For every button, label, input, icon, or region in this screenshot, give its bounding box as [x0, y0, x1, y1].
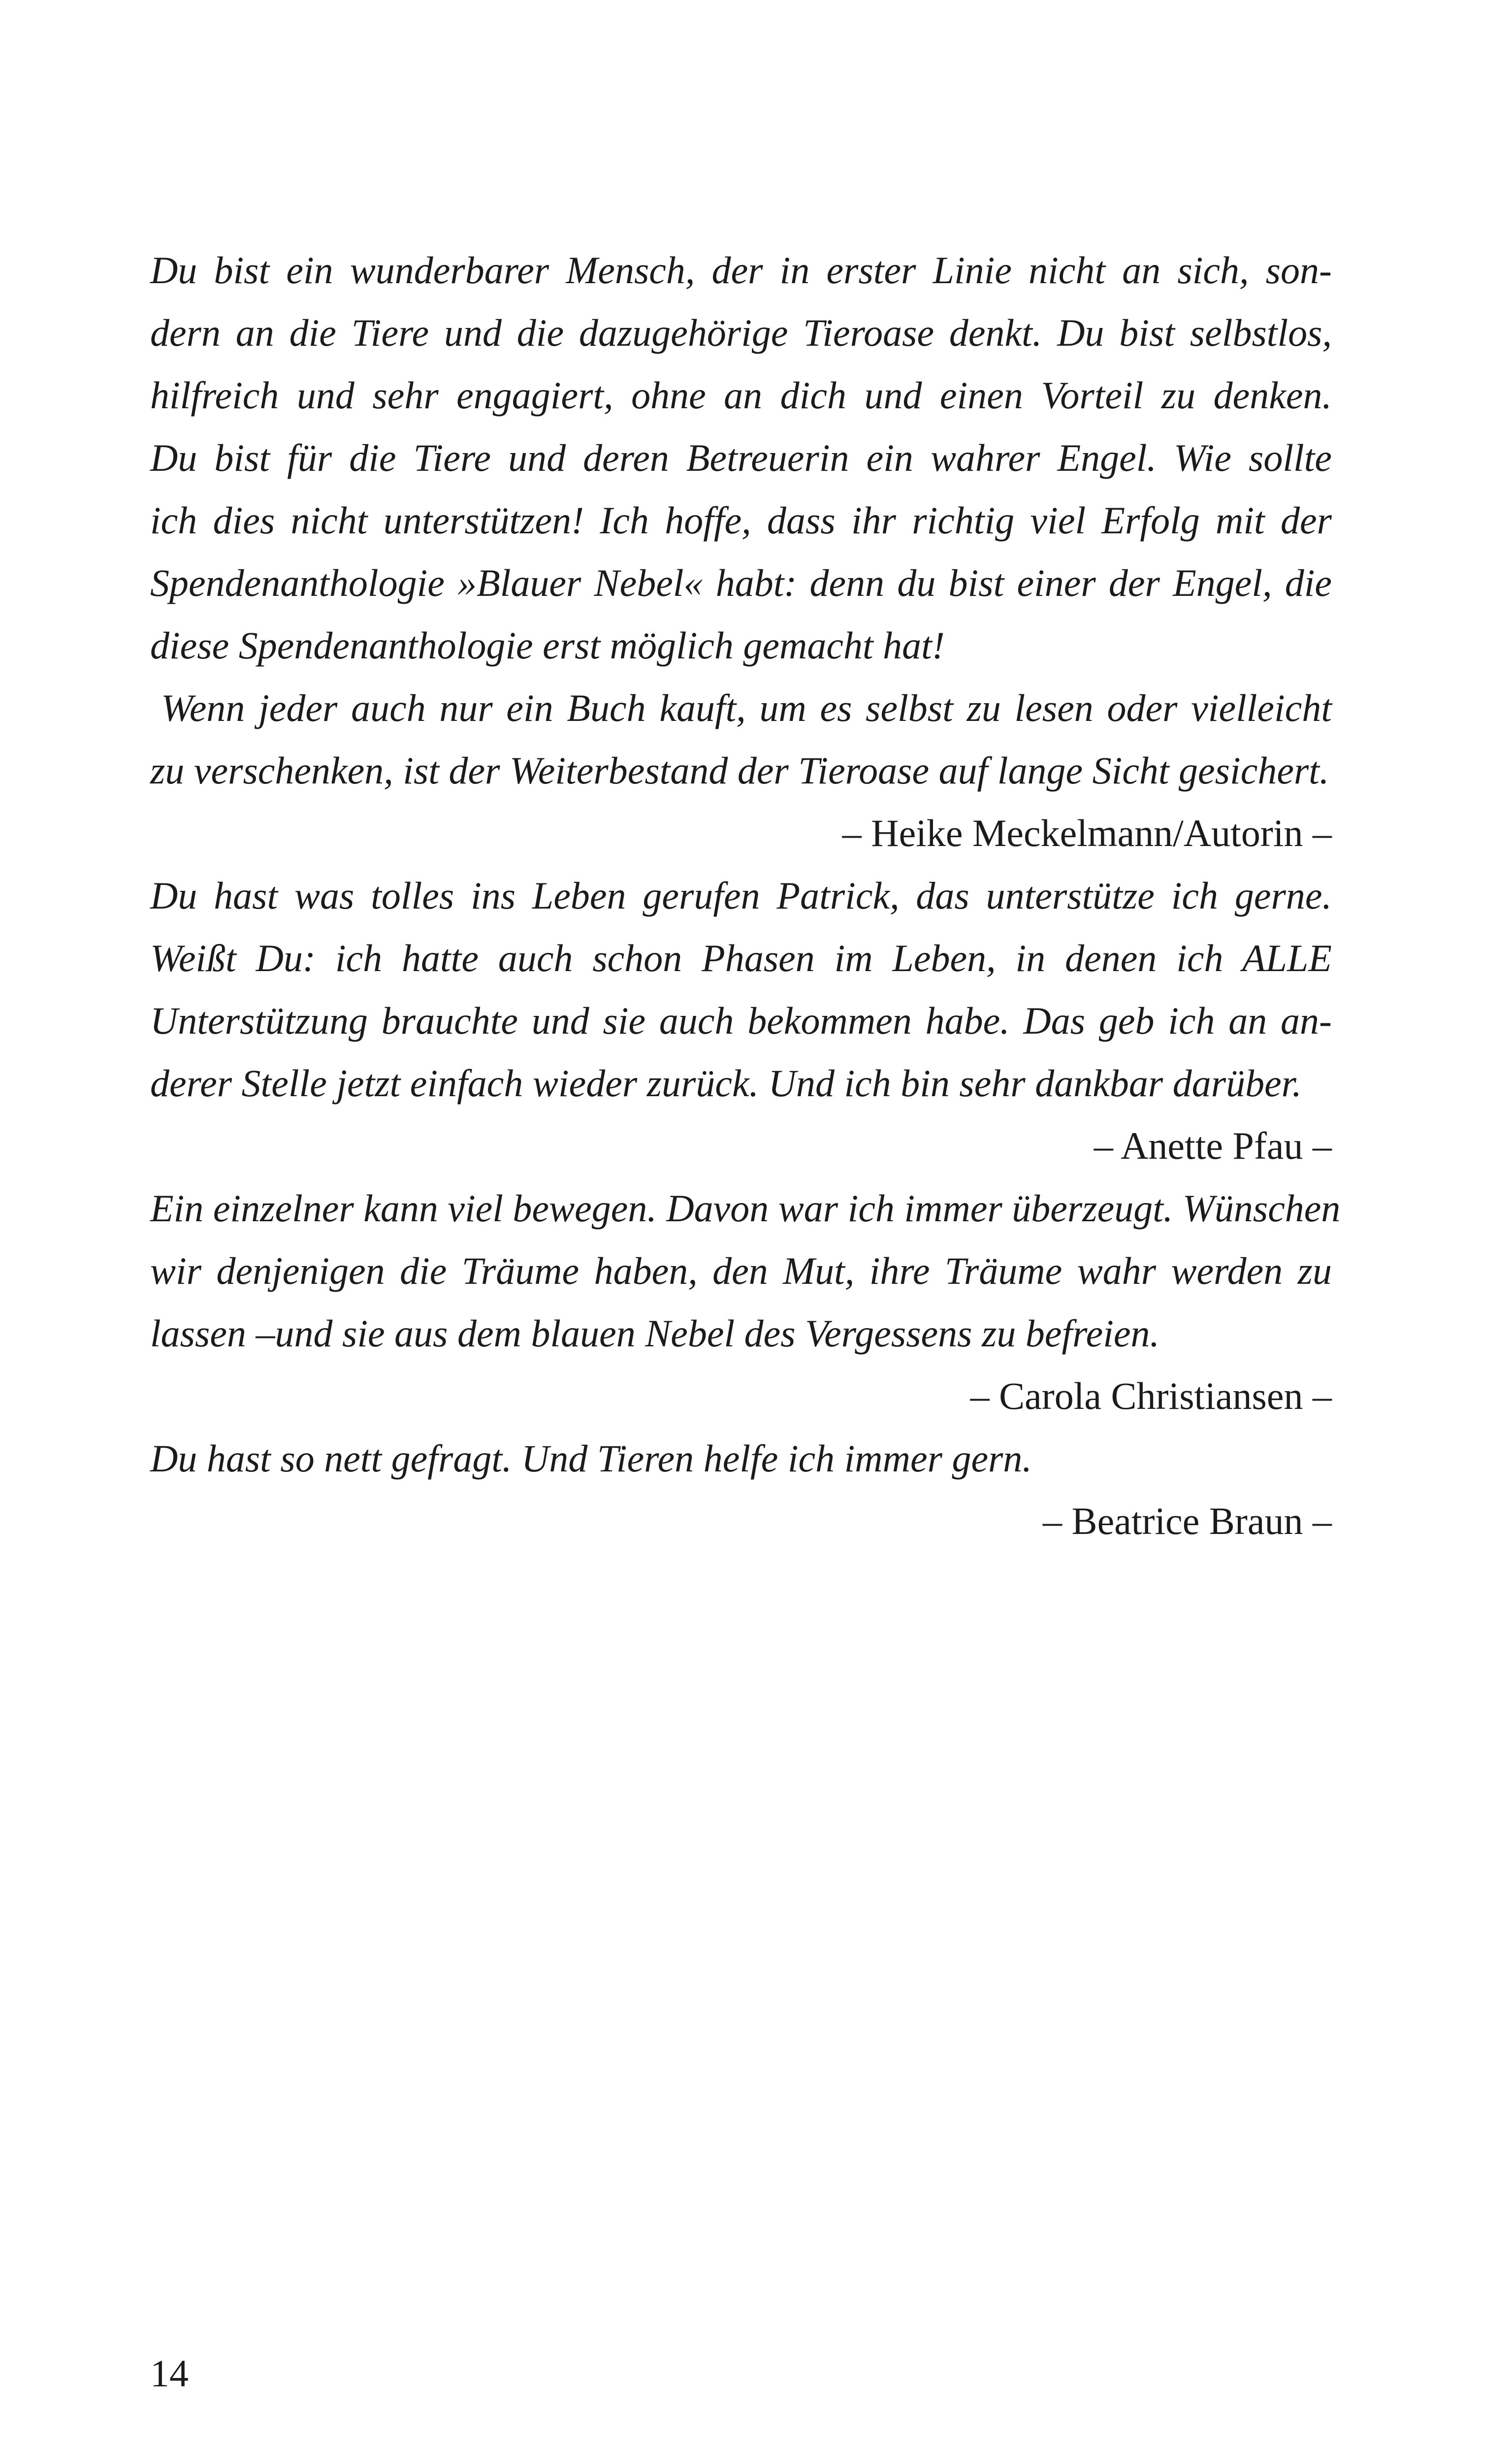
- text-line: Du bist ein wunderbarer Mensch, der in erster Linie nicht an sich, son-: [150, 249, 1332, 292]
- author-signature: – Heike Meckelmann/Autorin –: [842, 812, 1332, 854]
- text-line: wir denjenigen die Träume haben, den Mut, ihre Träume wahr werden zu: [150, 1249, 1332, 1292]
- text-line: diese Spendenanthologie erst möglich gemacht hat!: [150, 624, 945, 667]
- text-line: Du hast was tolles ins Leben gerufen Patrick, das unterstütze ich gerne.: [150, 874, 1332, 917]
- page-number: 14: [150, 2352, 189, 2395]
- text-line: ich dies nicht unterstützen! Ich hoffe, dass ihr richtig viel Erfolg mit der: [150, 499, 1332, 542]
- text-line: lassen –und sie aus dem blauen Nebel des Vergessens zu befreien.: [150, 1312, 1160, 1355]
- text-line: hilfreich und sehr engagiert, ohne an dich und einen Vorteil zu denken.: [150, 374, 1332, 417]
- text-line: Ein einzelner kann viel bewegen. Davon war ich immer überzeugt. Wünschen: [150, 1187, 1341, 1230]
- text-line: zu verschenken, ist der Weiterbestand der Tieroase auf lange Sicht gesichert.: [150, 749, 1329, 792]
- text-line: dern an die Tiere und die dazugehörige Tieroase denkt. Du bist selbstlos,: [150, 311, 1332, 354]
- text-line: Unterstützung brauchte und sie auch bekommen habe. Das geb ich an an-: [150, 999, 1332, 1042]
- page-body-text: [150, 239, 1341, 1552]
- text-line: Du bist für die Tiere und deren Betreuerin ein wahrer Engel. Wie sollte: [150, 436, 1332, 479]
- text-line: Spendenanthologie »Blauer Nebel« habt: denn du bist einer der Engel, die: [150, 561, 1332, 604]
- text-line: Weißt Du: ich hatte auch schon Phasen im Leben, in denen ich ALLE: [150, 937, 1332, 979]
- text-line: Du hast so nett gefragt. Und Tieren helfe ich immer gern.: [150, 1437, 1032, 1480]
- text-line: derer Stelle jetzt einfach wieder zurück. Und ich bin sehr dankbar darüber.: [150, 1062, 1302, 1105]
- author-signature: – Beatrice Braun –: [1043, 1499, 1332, 1542]
- text-line: Wenn jeder auch nur ein Buch kauft, um es selbst zu lesen oder vielleicht: [161, 686, 1332, 729]
- author-signature: – Anette Pfau –: [1094, 1124, 1332, 1167]
- author-signature: – Carola Christiansen –: [970, 1374, 1332, 1417]
